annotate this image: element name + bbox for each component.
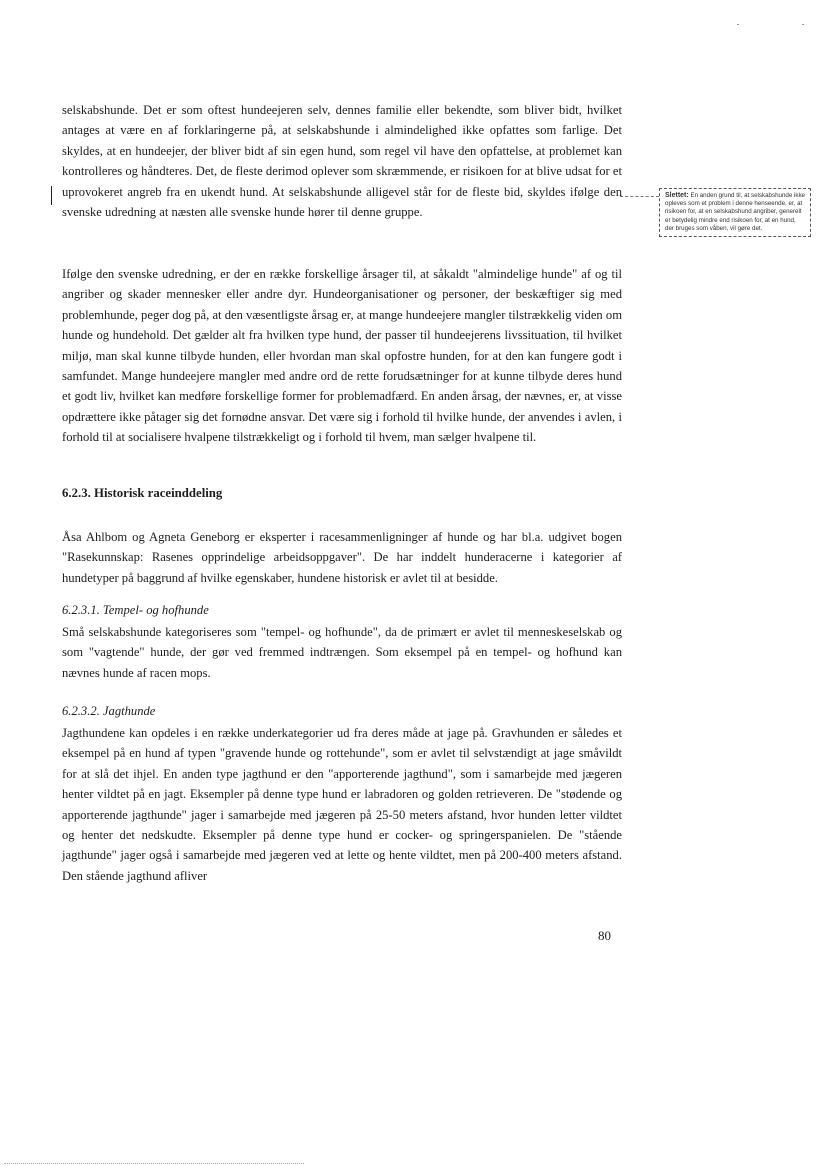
deleted-label: Slettet: bbox=[665, 192, 689, 199]
page-number: 80 bbox=[598, 928, 611, 943]
deleted-text: En anden grund til, at selskabshunde ikke opleves som et problem i denne henseende, er, at risikoen for, at en selskabshund angriber, generelt er betydelig mindre end risikoen for, at en hund, der bruges som våben, vil gøre det. bbox=[665, 192, 805, 232]
scan-edge-dots bbox=[4, 1163, 304, 1164]
subsection-heading-tempel: 6.2.3.1. Tempel- og hofhunde bbox=[62, 603, 209, 617]
paragraph-jagthunde: Jagthundene kan opdeles i en række underkategorier ud fra deres måde at jage på. Gravhunden er således et eksempel på en hund af typen "gravende hunde og rottehunde", som er avlet til selvstændigt at jage småvildt for at slå det ihjel. En anden type jagthund er den "apporterende jagthund", som i samarbejde med jægeren henter vildtet på en jagt. Eksempler på denne type hund er labradoren og golden retrieveren. De "stødende og apporterende jagthunde" jager i samarbejde med jægeren på 25-50 meters afstand, hvor hunden letter vildtet og henter det nedskudte. Eksempler på denne type hund er cocker- og springerspanielen. De "stående jagthunde" jager også i samarbejde med jægeren ved at lette og hente vildtet, men på 200-400 meters afstand. Den stående jagthund afliver bbox=[62, 726, 622, 883]
section-heading: 6.2.3. Historisk raceinddeling bbox=[62, 486, 223, 500]
scan-mark bbox=[802, 24, 804, 25]
deleted-text-balloon[interactable] bbox=[659, 188, 811, 237]
paragraph-raceinddeling: Åsa Ahlbom og Agneta Geneborg er eksperter i racesammenligninger af hunde og har bl.a. udgivet bogen "Rasekunnskap: Rasenes opprindelige arbeidsoppgaver". De har inddelt hunderacerne i kategorier af hundetyper på baggrund af hvilke egenskaber, hundene historisk er avlet til at besidde. bbox=[62, 530, 622, 585]
revision-change-bar bbox=[51, 186, 52, 205]
paragraph-tempel-hofhunde: Små selskabshunde kategoriseres som "tempel- og hofhunde", da de primært er avlet til menneskeselskab og som "vagtende" hunde, der gør ved fremmed indtrængen. Som eksempel på en tempel- og hofhund kan nævnes hunde af racen mops. bbox=[62, 625, 622, 680]
paragraph-svenske-udredning: Ifølge den svenske udredning, er der en række forskellige årsager til, at såkaldt "almindelige hunde" af og til angriber og skader mennesker eller andre dyr. Hundeorganisationer og personer, der beskæftiger sig med problemhunde, peger dog på, at den væsentligste årsag er, at mange hundeejere mangler tilstrækkelig viden om hunde og hundehold. Det gælder alt fra hvilken type hund, der passer til hundeejerens livssituation, til hvilket miljø, man skal kunne tilbyde hunden, eller hvordan man skal opfostre hunden, for at den kan fungere godt i samfundet. Mange hundeejere mangler med andre ord de rette forudsætninger for at kunne tilbyde deres hund et godt liv, hvilket kan medføre forskellige former for problemadfærd. En anden årsag, der nævnes, er, at visse opdrættere ikke påtager sig det fornødne ansvar. Det være sig i forhold til hvilke hunde, der anvendes i avlen, i forhold til at socialisere hvalpene tilstrækkeligt og i forhold til hvem, man sælger hvalpene til. bbox=[62, 267, 622, 445]
comment-connector-line bbox=[620, 196, 659, 197]
paragraph-selskabshunde: selskabshunde. Det er som oftest hundeejeren selv, dennes familie eller bekendte, som bliver bidt, hvilket antages at være en af forklaringerne på, at selskabshunde i almindelighed ikke opfattes som farlige. Det skyldes, at en hundeejer, der bliver bidt af sin egen hund, som regel vil have den opfattelse, at problemet kan kontrolleres og håndteres. Det, de fleste derimod oplever som skræmmende, er risikoen for at blive udsat for et uprovokeret angreb fra en ukendt hund. At selskabshunde alligevel står for de fleste bid, skyldes ifølge den svenske udredning at næsten alle svenske hunde hører til denne gruppe. bbox=[62, 103, 622, 220]
subsection-heading-jagthunde: 6.2.3.2. Jagthunde bbox=[62, 704, 156, 718]
scan-mark bbox=[737, 24, 739, 25]
